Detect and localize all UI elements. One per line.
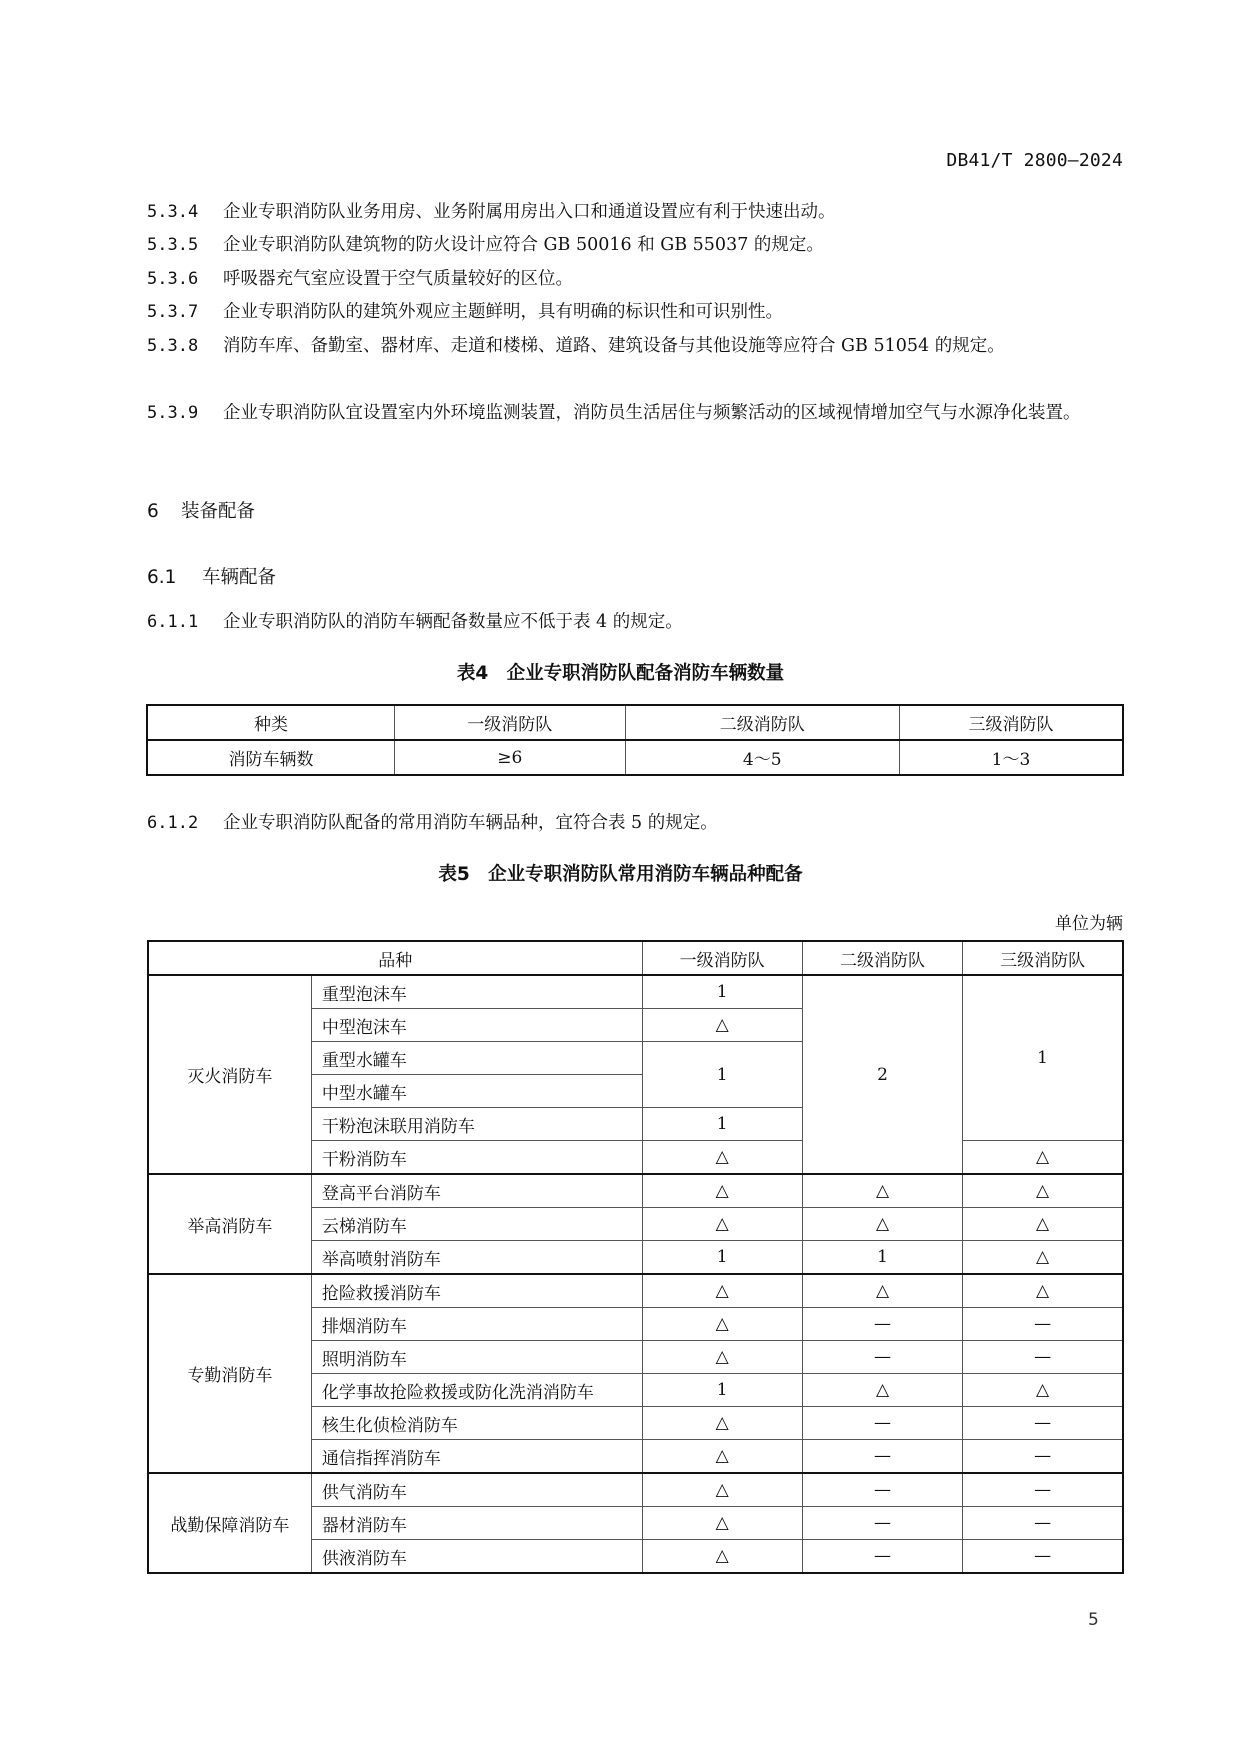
header-cell: 二级消防队: [625, 705, 899, 740]
level3-cell: —: [963, 1540, 1123, 1574]
vehicle-name: 抢险救援消防车: [311, 1274, 642, 1308]
level2-cell: 2: [802, 975, 962, 1174]
vehicle-name: 照明消防车: [311, 1341, 642, 1374]
vehicle-name: 通信指挥消防车: [311, 1440, 642, 1474]
level3-cell: —: [963, 1440, 1123, 1474]
level1-cell: △: [642, 1507, 802, 1540]
header-cell: 一级消防队: [642, 941, 802, 975]
clause-5-3-5: [147, 229, 1123, 263]
vehicle-name: 供气消防车: [311, 1473, 642, 1507]
table-5: [147, 940, 1124, 1574]
level1-cell: △: [642, 1274, 802, 1308]
table-4-caption: 表4 企业专职消防队配备消防车辆数量: [456, 663, 785, 684]
vehicle-name: 中型水罐车: [311, 1075, 642, 1108]
clause-text: 企业专职消防队的消防车辆配备数量应不低于表 4 的规定。: [223, 612, 683, 632]
level3-cell: —: [963, 1473, 1123, 1507]
vehicle-name: 化学事故抢险救援或防化洗消消防车: [311, 1374, 642, 1407]
header-cell: 三级消防队: [899, 705, 1123, 740]
level2-cell: 1: [802, 1241, 962, 1275]
vehicle-name: 干粉消防车: [311, 1141, 642, 1175]
level3-cell: 1: [963, 975, 1123, 1141]
level1-cell: △: [642, 1407, 802, 1440]
header-cell: 三级消防队: [963, 941, 1123, 975]
level2-cell: △: [802, 1174, 962, 1208]
table-row: [147, 740, 1123, 775]
level1-cell: 1: [642, 1042, 802, 1108]
vehicle-name: 重型泡沫车: [311, 975, 642, 1009]
clause-5-3-9: [147, 397, 1123, 431]
clause-6-1-1: [147, 606, 1123, 640]
level1-cell: 1: [642, 1108, 802, 1141]
clause-5-3-7: [147, 296, 1123, 330]
level2-cell: —: [802, 1540, 962, 1574]
level2-cell: △: [802, 1208, 962, 1241]
clause-number: 5.3.4: [147, 202, 199, 222]
vehicle-name: 登高平台消防车: [311, 1174, 642, 1208]
level2-cell: —: [802, 1407, 962, 1440]
level2-cell: —: [802, 1507, 962, 1540]
level3-cell: △: [963, 1174, 1123, 1208]
level3-cell: △: [963, 1374, 1123, 1407]
header-cell: 种类: [147, 705, 394, 740]
level1-cell: △: [642, 1141, 802, 1175]
level1-cell: △: [642, 1308, 802, 1341]
vehicle-name: 云梯消防车: [311, 1208, 642, 1241]
table-4: [146, 704, 1124, 776]
level1-cell: 1: [642, 975, 802, 1009]
level3-cell: △: [963, 1241, 1123, 1275]
header-cell: 品种: [148, 941, 642, 975]
clause-5-3-8: [147, 330, 1123, 364]
clause-text: 企业专职消防队配备的常用消防车辆品种，宜符合表 5 的规定。: [223, 813, 718, 833]
clause-text: 企业专职消防队的建筑外观应主题鲜明，具有明确的标识性和可识别性。: [223, 302, 783, 322]
clause-5-3-4: [147, 196, 1123, 230]
level3-cell: △: [963, 1141, 1123, 1175]
header-cell: 二级消防队: [802, 941, 962, 975]
vehicle-name: 供液消防车: [311, 1540, 642, 1574]
vehicle-name: 核生化侦检消防车: [311, 1407, 642, 1440]
vehicle-name: 中型泡沫车: [311, 1009, 642, 1042]
group-cell: 专勤消防车: [148, 1274, 311, 1473]
vehicle-name: 器材消防车: [311, 1507, 642, 1540]
page-number: 5: [1088, 1610, 1099, 1630]
table-5-unit-note: 单位为辆: [1055, 914, 1123, 934]
clause-text: 企业专职消防队宜设置室内外环境监测装置，消防员生活居住与频繁活动的区域视情增加空气与水源净化装置。: [223, 403, 1081, 423]
group-cell: 举高消防车: [148, 1174, 311, 1274]
level1-cell: △: [642, 1341, 802, 1374]
level3-cell: —: [963, 1407, 1123, 1440]
level2-cell: △: [802, 1374, 962, 1407]
level2-cell: —: [802, 1440, 962, 1474]
section-title: 装备配备: [181, 501, 256, 522]
level3-cell: —: [963, 1507, 1123, 1540]
level2-cell: △: [802, 1274, 962, 1308]
clause-number: 5.3.5: [147, 235, 199, 255]
level1-cell: 1: [642, 1374, 802, 1407]
level1-cell: △: [642, 1440, 802, 1474]
section-number: 6: [147, 501, 159, 522]
level1-cell: △: [642, 1208, 802, 1241]
level2-cell: —: [802, 1473, 962, 1507]
group-cell: 战勤保障消防车: [148, 1473, 311, 1573]
vehicle-name: 重型水罐车: [311, 1042, 642, 1075]
header-cell: 一级消防队: [394, 705, 625, 740]
clause-number: 6.1.2: [147, 813, 199, 833]
level3-cell: —: [963, 1308, 1123, 1341]
table-cell: 1～3: [899, 740, 1123, 775]
table-cell: 消防车辆数: [147, 740, 394, 775]
section-number: 6.1: [147, 567, 177, 588]
clause-number: 5.3.8: [147, 336, 199, 356]
vehicle-name: 排烟消防车: [311, 1308, 642, 1341]
level1-cell: 1: [642, 1241, 802, 1275]
group-cell: 灭火消防车: [148, 975, 311, 1174]
level2-cell: —: [802, 1308, 962, 1341]
clause-number: 5.3.9: [147, 403, 199, 423]
clause-number: 6.1.1: [147, 612, 199, 632]
level3-cell: —: [963, 1341, 1123, 1374]
section-title: 车辆配备: [202, 567, 277, 588]
level1-cell: △: [642, 1009, 802, 1042]
table-row: [148, 975, 1123, 1009]
clause-text: 企业专职消防队业务用房、业务附属用房出入口和通道设置应有利于快速出动。: [223, 202, 836, 222]
table-row: [148, 1174, 1123, 1208]
table-5-caption: 表5 企业专职消防队常用消防车辆品种配备: [438, 864, 803, 885]
table-header-row: [148, 941, 1123, 975]
table-cell: ≥6: [394, 740, 625, 775]
table-cell: 4～5: [625, 740, 899, 775]
clause-number: 5.3.6: [147, 269, 199, 289]
document-id-header: DB41/T 2800—2024: [946, 150, 1123, 171]
clause-6-1-2: [147, 807, 1123, 841]
table-row: [148, 1274, 1123, 1308]
level3-cell: △: [963, 1208, 1123, 1241]
clause-5-3-6: [147, 263, 1123, 297]
level1-cell: △: [642, 1473, 802, 1507]
table-header-row: [147, 705, 1123, 740]
section-heading-6-1: [147, 563, 276, 589]
section-heading-6: [147, 497, 255, 523]
vehicle-name: 举高喷射消防车: [311, 1241, 642, 1275]
clause-text: 企业专职消防队建筑物的防火设计应符合 GB 50016 和 GB 55037 的规定。: [223, 235, 824, 255]
clause-text: 消防车库、备勤室、器材库、走道和楼梯、道路、建筑设备与其他设施等应符合 GB 51054 的规定。: [223, 336, 1005, 356]
level3-cell: △: [963, 1274, 1123, 1308]
level2-cell: —: [802, 1341, 962, 1374]
level1-cell: △: [642, 1540, 802, 1574]
clause-number: 5.3.7: [147, 302, 199, 322]
table-row: [148, 1473, 1123, 1507]
level1-cell: △: [642, 1174, 802, 1208]
clause-text: 呼吸器充气室应设置于空气质量较好的区位。: [223, 269, 573, 289]
vehicle-name: 干粉泡沫联用消防车: [311, 1108, 642, 1141]
